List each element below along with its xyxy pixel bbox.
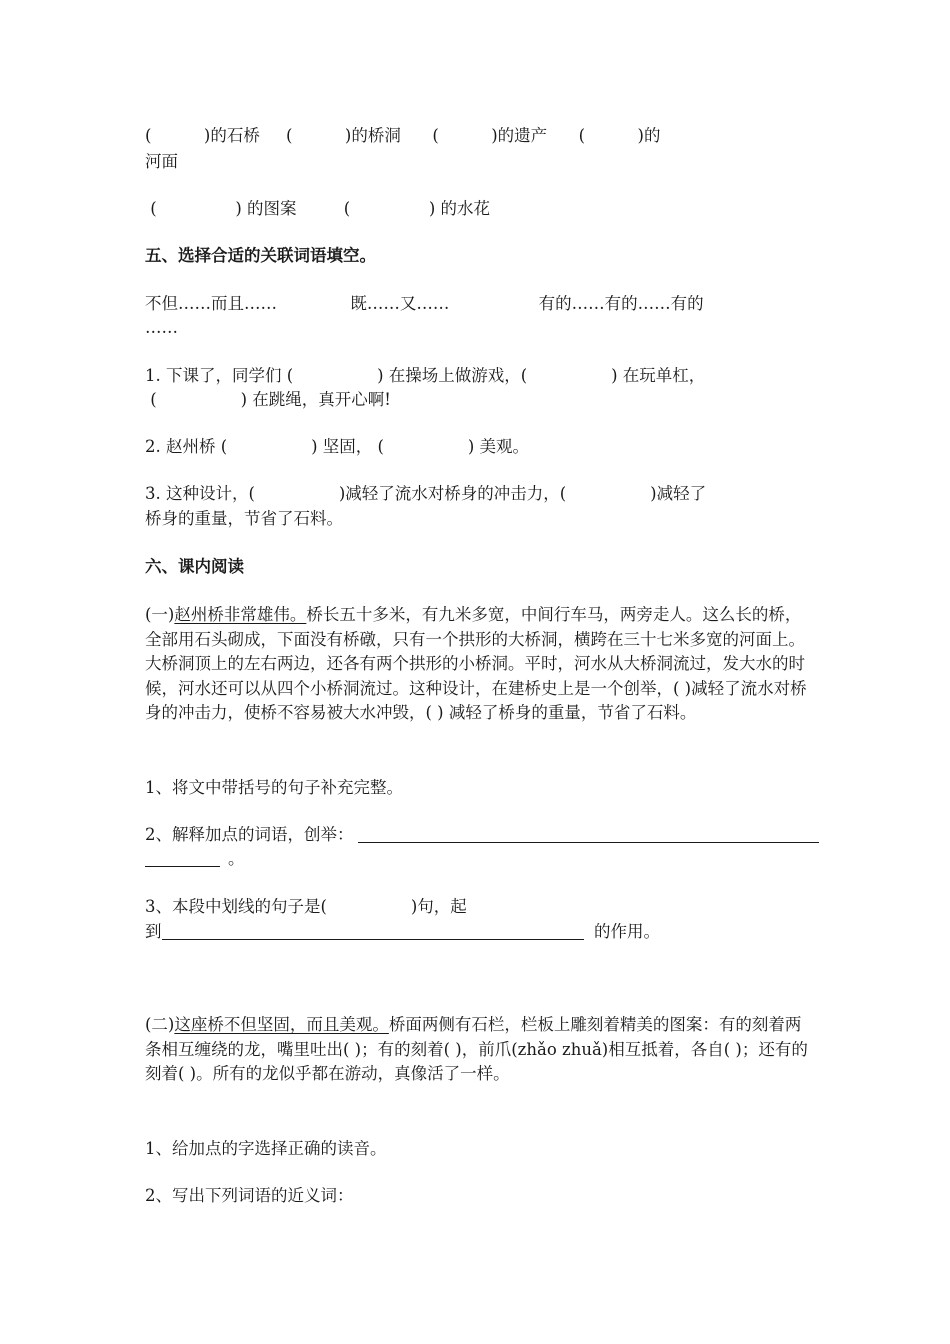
passage-2-question-2: 2、写出下列词语的近义词：: [145, 1186, 354, 1205]
fill-line-1: ( )的石桥 ( )的桥洞 ( )的遗产 ( )的: [145, 126, 661, 145]
section-5-heading: 五、选择合适的关联词语填空。: [145, 246, 376, 265]
question-1-wrap: ( ) 在跳绳，真开心啊!: [145, 390, 391, 409]
answer-line-wrap: [145, 866, 220, 867]
passage-1-question-3-suffix: 的作用。: [594, 922, 660, 941]
question-3-wrap: 桥身的重量，节省了石料。: [145, 509, 343, 528]
passage-1-question-3-prefix: 到: [145, 922, 162, 941]
section-6-heading: 六、课内阅读: [145, 557, 244, 576]
question-3: 3. 这种设计，( )减轻了流水对桥身的冲击力，( )减轻了: [145, 484, 707, 503]
question-2: 2. 赵州桥 ( ) 坚固， ( ) 美观。: [145, 437, 530, 456]
answer-line: [358, 842, 819, 843]
passage-1-question-1: 1、将文中带括号的句子补充完整。: [145, 778, 403, 797]
answer-line: [162, 939, 584, 940]
passage-2-underlined-sentence: 这座桥不但坚固，而且美观。: [174, 1015, 389, 1034]
passage-1-question-2: 2、解释加点的词语，创举：: [145, 825, 354, 844]
passage-1-question-2-end: 。: [228, 849, 245, 868]
conjunction-options: 不但……而且…… 既……又…… 有的……有的……有的: [145, 294, 704, 313]
passage-2-label: (二): [145, 1015, 175, 1034]
passage-2-question-1: 1、给加点的字选择正确的读音。: [145, 1139, 387, 1158]
conjunction-options-wrap: ……: [145, 318, 178, 337]
passage-2-body: 桥面两侧有石栏，栏板上雕刻着精美的图案：有的刻着两条相互缠绕的龙，嘴里吐出( )；有的刻着( )，前爪(zhǎo zhuǎ)相互抵着，各自( )；还有的刻着( )。所有的龙似乎都在游动，真像活了一样。: [145, 1015, 808, 1083]
fill-line-2: ( ) 的图案 ( ) 的水花: [145, 199, 491, 218]
passage-1-label: (一): [145, 605, 175, 624]
passage-1-question-3: 3、本段中划线的句子是( )句，起: [145, 897, 467, 916]
reading-passage-1: [145, 603, 817, 726]
passage-1-body: 桥长五十多米，有九米多宽，中间行车马，两旁走人。这么长的桥，全部用石头砌成，下面没有桥礅，只有一个拱形的大桥洞，横跨在三十七米多宽的河面上。大桥洞顶上的左右两边，还各有两个拱形的小桥洞。平时，河水从大桥洞流过，发大水的时候，河水还可以从四个小桥洞流过。这种设计，在建桥史上是一个创举，( )减轻了流水对桥身的冲击力，使桥不容易被大水冲毁，( ) 减轻了桥身的重量，节省了石料。: [145, 605, 807, 722]
fill-line-1-wrap: 河面: [145, 152, 178, 171]
question-1: 1. 下课了，同学们 ( ) 在操场上做游戏，( ) 在玩单杠，: [145, 366, 706, 385]
reading-passage-2: [145, 1013, 817, 1087]
passage-1-underlined-sentence: 赵州桥非常雄伟。: [174, 605, 307, 624]
